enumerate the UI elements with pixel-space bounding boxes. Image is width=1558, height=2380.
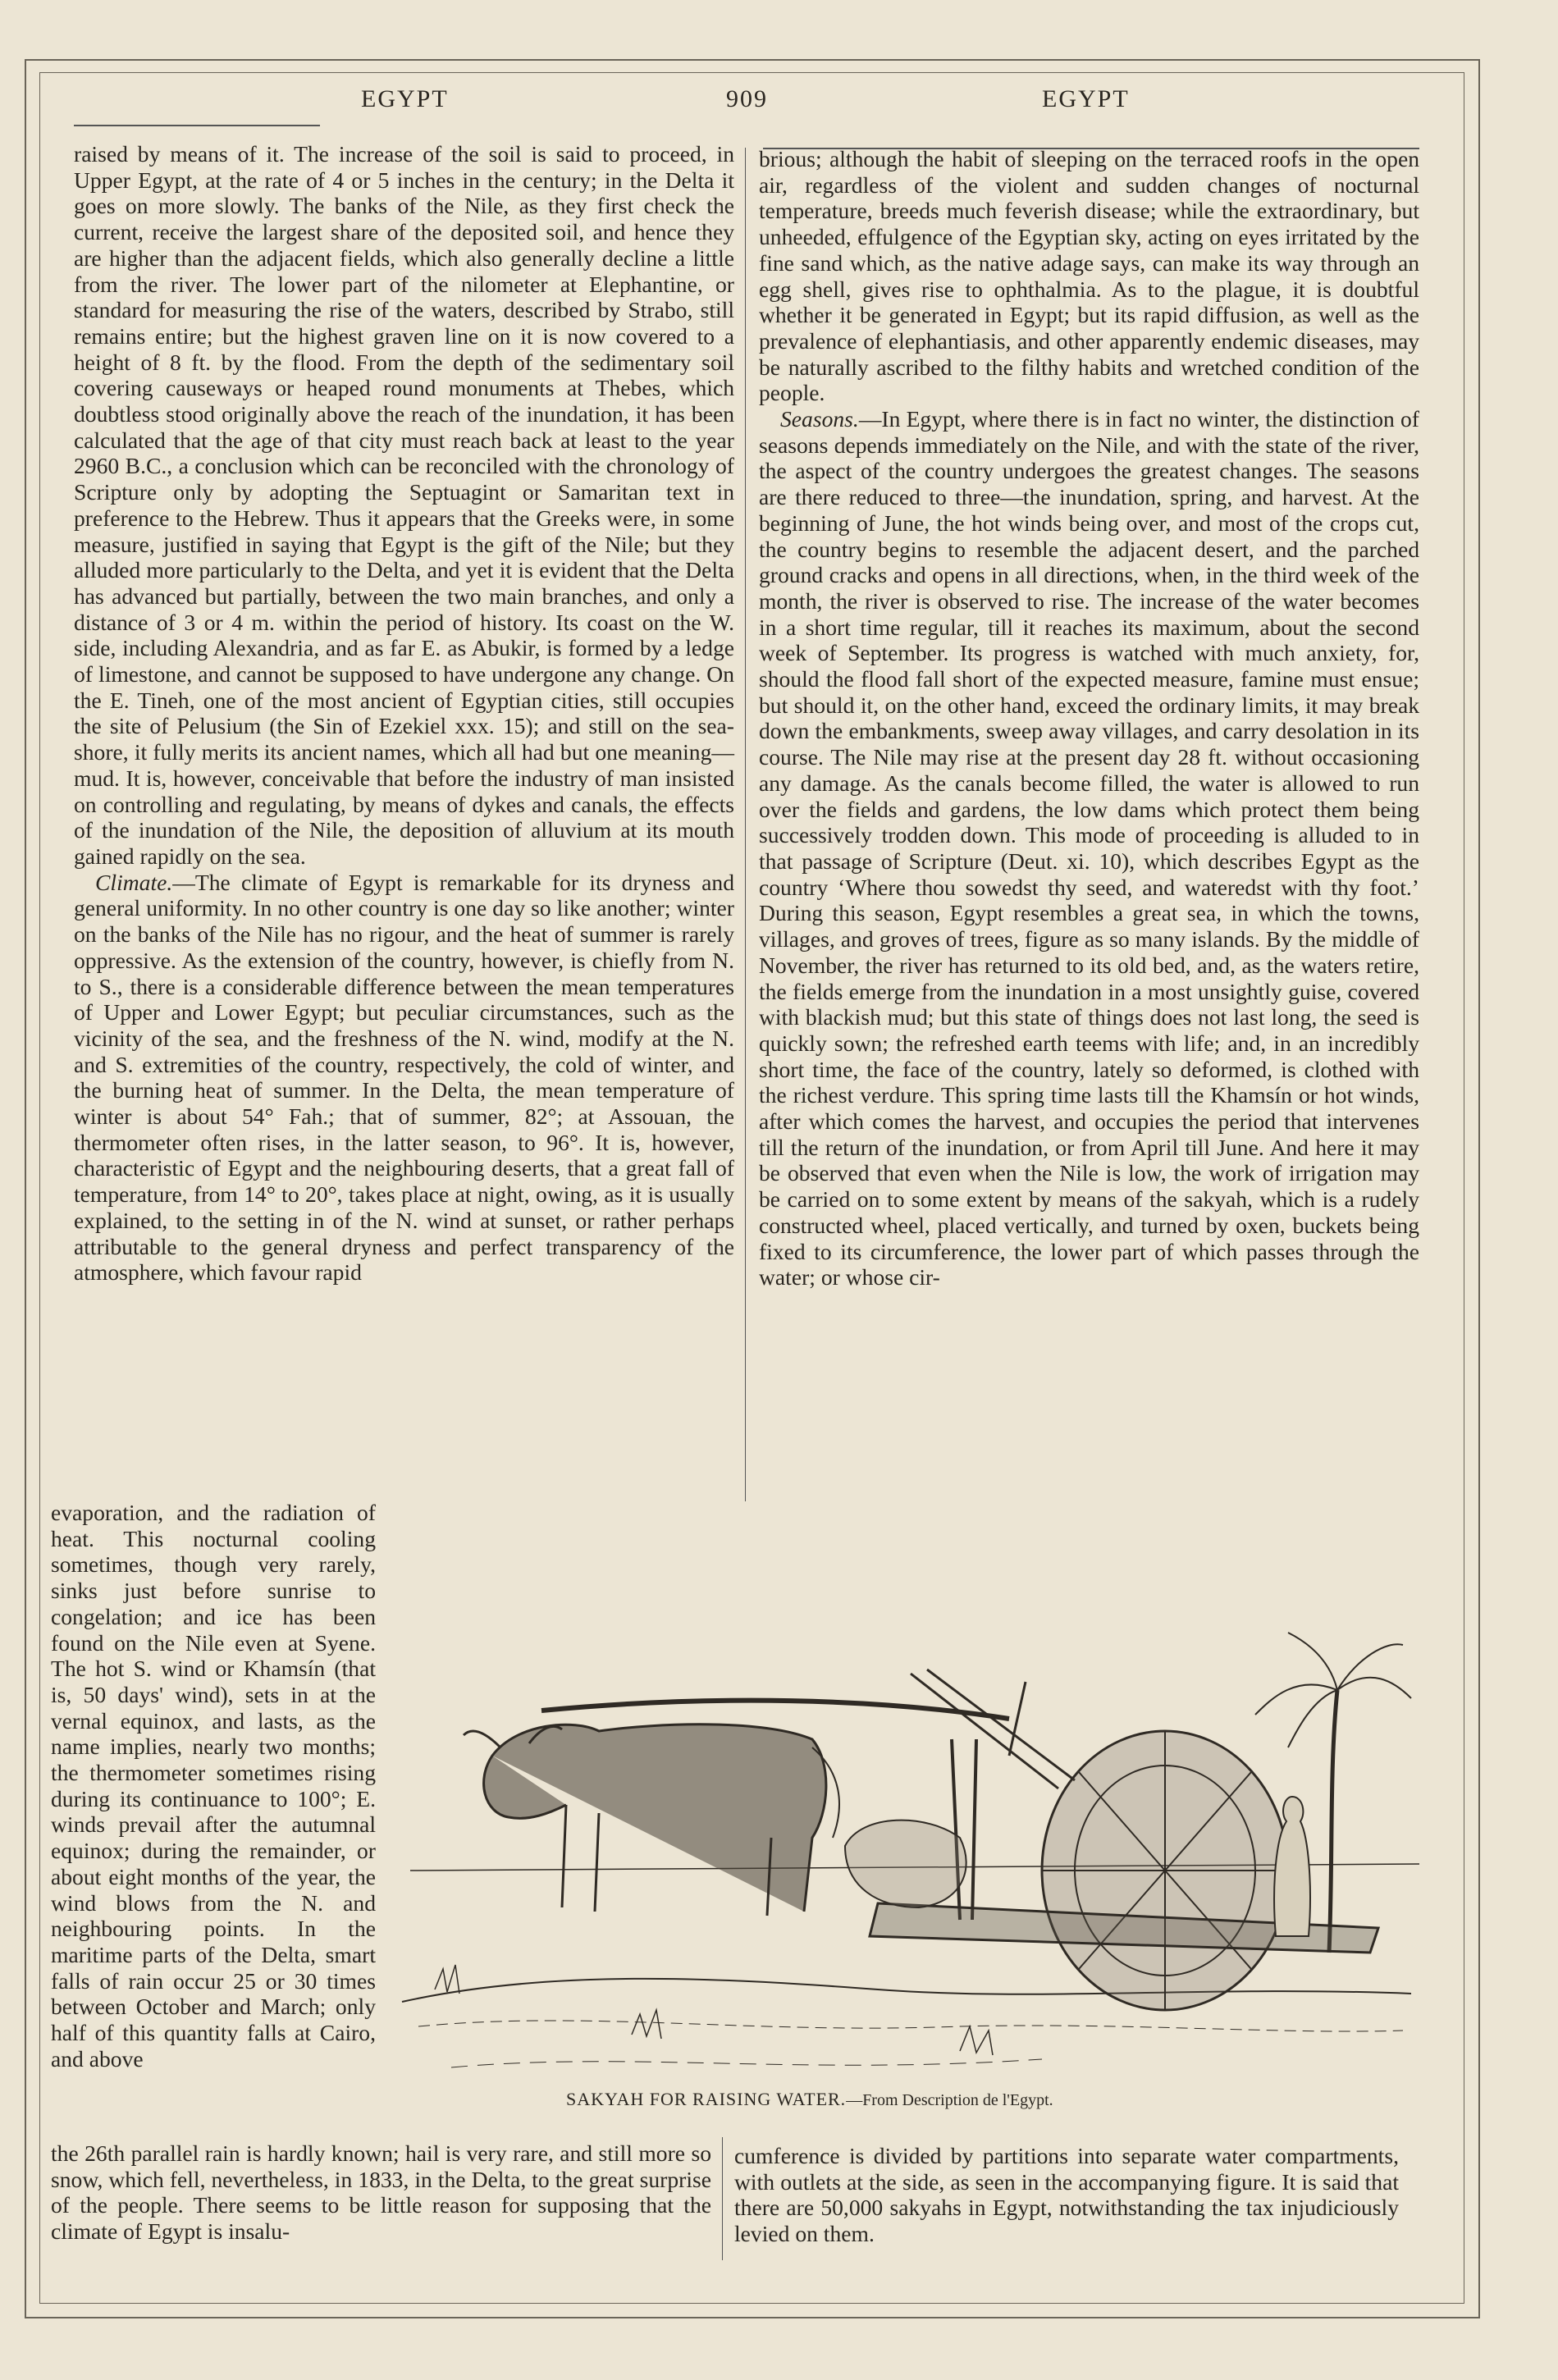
ox [484, 1724, 826, 1916]
draw-beam [541, 1701, 1009, 1719]
column-right-bottom: cumference is divided by partitions into separate water compartments, with outlets at the side, as seen in the accompanying figure. It is said that there are 50,000 sakyahs in Egypt, notwithstanding the tax injudiciously levied on them. [734, 2143, 1399, 2247]
palm-tree [1329, 1690, 1337, 1953]
paragraph-climate [74, 870, 734, 1286]
column-divider-lower [722, 2137, 723, 2260]
column-divider-upper [745, 148, 746, 1501]
paragraph-soil: raised by means of it. The increase of the soil is said to proceed, in Upper Egypt, at the rate of 4 or 5 inches in the century; in the Delta it goes on more slowly. The banks of the Nile, as they first check the current, receive the largest share of the deposited soil, and hence they are higher than the adjacent fields, which also generally decline a little from the river. The lower part of the nilometer at Elephantine, or standard for measuring the rise of the waters, described by Strabo, still remains entire; but the highest graven line on it is now covered to a height of 8 ft. by the flood. From the depth of the sedimentary soil covering causeways or heaped round monuments at Thebes, which doubtless stood originally above the reach of the inundation, it has been calculated that the age of that city must reach back at least to the year 2960 B.C., a conclusion which can be reconciled with the chronology of Scripture only by adopting the Septuagint or Samaritan text in preference to the Hebrew. Thus it appears that the Greeks were, in some measure, justified in saying that Egypt is the gift of the Nile; but they alluded more particularly to the Delta, and yet it is evident that the Delta has advanced but partially, between the two main branches, and only a distance of 3 or 4 m. within the period of history. Its coast on the W. side, including Alexandria, and as far E. as Abukir, is formed by a ledge of limestone, and cannot be supposed to have undergone any change. On the E. Tineh, one of the most ancient of Egyptian cities, still occupies the site of Pelusium (the Sin of Ezekiel xxx. 15); and still on the sea-shore, it fully merits its ancient names, which all had but one meaning—mud. It is, however, conceivable that before the industry of man insisted on controlling and regulating, by means of dykes and canals, the effects of the inundation of the Nile, the deposition of alluvium at its mouth gained rapidly on the sea. [74, 141, 734, 869]
seasons-body: —In Egypt, where there is in fact no winter, the distinction of seasons depends immediately on the Nile, and with the state of the river, the aspect of the country undergoes the greatest changes. The seasons are there reduced to three—the inundation, spring, and harvest. At the beginning of June, the hot winds being over, and most of the crops cut, the country begins to resemble the adjacent desert, and the parched ground cracks and opens in all directions, when, in the third week of the month, the river is observed to rise. The increase of the water becomes in a short time regular, till it reaches its maximum, about the second week of September. Its progress is watched with much anxiety, for, should the flood fall short of the expected measure, famine must ensue; but should it, on the other hand, exceed the ordinary limits, it may break down the embankments, sweep away villages, and carry desolation in its course. The Nile may rise at the present day 28 ft. without occasioning any damage. As the canals become filled, the water is allowed to run over the fields and gardens, the low dams which protect them being successively trodden down. This mode of proceeding is alluded to in that passage of Scripture (Deut. xi. 10), which describes Egypt as the country ‘Where thou sowedst thy seed, and wateredst with thy foot.’ During this season, Egypt resembles a great sea, in which the towns, villages, and groves of trees, figure as so many islands. By the middle of November, the river has returned to its old bed, and, as the waters retire, the fields emerge from the inundation in a most unsightly guise, covered with blackish mud; but this state of things does not last long, the seed is quickly sown; the refreshed earth teems with life; and, in an incredibly short time, the face of the country, lately so deformed, is clothed with the richest verdure. This spring time lasts till the Khamsín or hot winds, after which comes the harvest, and occupies the period that intervenes till the return of the inundation, or from April till June. And here it may be observed that even when the Nile is low, the work of irrigation may be carried on to some extent by means of the sakyah, which is a rudely constructed wheel, placed vertically, and turned by oxen, buckets being fixed to its circumference, the lower part of which passes through the water; or whose cir- [759, 406, 1419, 1290]
column-left-narrow: evaporation, and the radiation of heat. This nocturnal cooling sometimes, though very rarely, sinks just before sunrise to congelation; and ice has been found on the Nile even at Syene. The hot S. wind or Khamsín (that is, 50 days' wind), sets in at the vernal equinox, and lasts, as the name implies, nearly two months; the thermometer sometimes rising during its continuance to 100°; E. winds prevail after the autumnal equinox; during the remainder, or about eight months of the year, the wind blows from the N. and neighbouring points. In the maritime parts of the Delta, smart falls of rain occur 25 or 30 times between October and March; only half of this quantity falls at Cairo, and above [51, 1500, 376, 2072]
header-rule-left [74, 125, 320, 126]
paragraph-health: brious; although the habit of sleeping on the terraced roofs in the open air, regardless of the violent and sudden changes of nocturnal temperature, breeds much feverish disease; while the extraordinary, but unheeded, effulgence of the Egyptian sky, acting on eyes irritated by the fine sand which, as the native adage says, can make its way through an egg shell, gives rise to ophthalmia. As to the plague, it is doubtful whether it be generated in Egypt; but its rapid diffusion, as well as the prevalence of elephantiasis, and other apparently endemic diseases, may be naturally ascribed to the filthy habits and wretched condition of the people. [759, 146, 1419, 406]
sakyah-post [952, 1739, 976, 1920]
page-number: 909 [726, 85, 768, 112]
column-right-upper [759, 146, 1419, 1290]
sakyah-illustration [386, 1542, 1428, 2108]
running-head-right: EGYPT [1042, 85, 1130, 112]
heading-climate: Climate. [95, 869, 173, 895]
caption-title: SAKYAH FOR RAISING WATER. [566, 2089, 847, 2109]
running-head-left: EGYPT [361, 85, 449, 112]
climate-body: —The climate of Egypt is remarkable for its dryness and general uniformity. In no other country is one day so like another; winter on the banks of the Nile has no rigour, and the heat of summer is rarely oppressive. As the extension of the country, however, is chiefly from N. to S., there is a considerable difference between the mean temperatures of Upper and Lower Egypt; but peculiar circumstances, such as the vicinity of the sea, and the freshness of the N. wind, modify at the N. and S. extremities of the country, respectively, the cold of winter, and the burning heat of summer. In the Delta, the mean temperature of winter is about 54° Fah.; that of summer, 82°; at Assouan, the thermometer often rises, in the latter season, to 96°. It is, however, characteristic of Egypt and the neighbouring deserts, that a great fall of temperature, from 14° to 20°, takes place at night, owing, as it is usually explained, to the setting in of the N. wind at sunset, or rather perhaps attributable to the general dryness and perfect transparency of the atmosphere, which favour rapid [74, 869, 734, 1286]
column-left-bottom: the 26th parallel rain is hardly known; hail is very rare, and still more so snow, which fell, nevertheless, in 1833, in the Delta, to the great surprise of the people. There seems to be little reason for supposing that the climate of Egypt is insalu- [51, 2140, 711, 2245]
paragraph-seasons [759, 406, 1419, 1290]
heading-seasons: Seasons. [780, 406, 859, 432]
caption-source: —From Description de l'Egypt. [846, 2091, 1053, 2109]
column-left-upper [74, 141, 734, 1286]
figure-caption [566, 2089, 1354, 2110]
ground-line [402, 1979, 1411, 2002]
